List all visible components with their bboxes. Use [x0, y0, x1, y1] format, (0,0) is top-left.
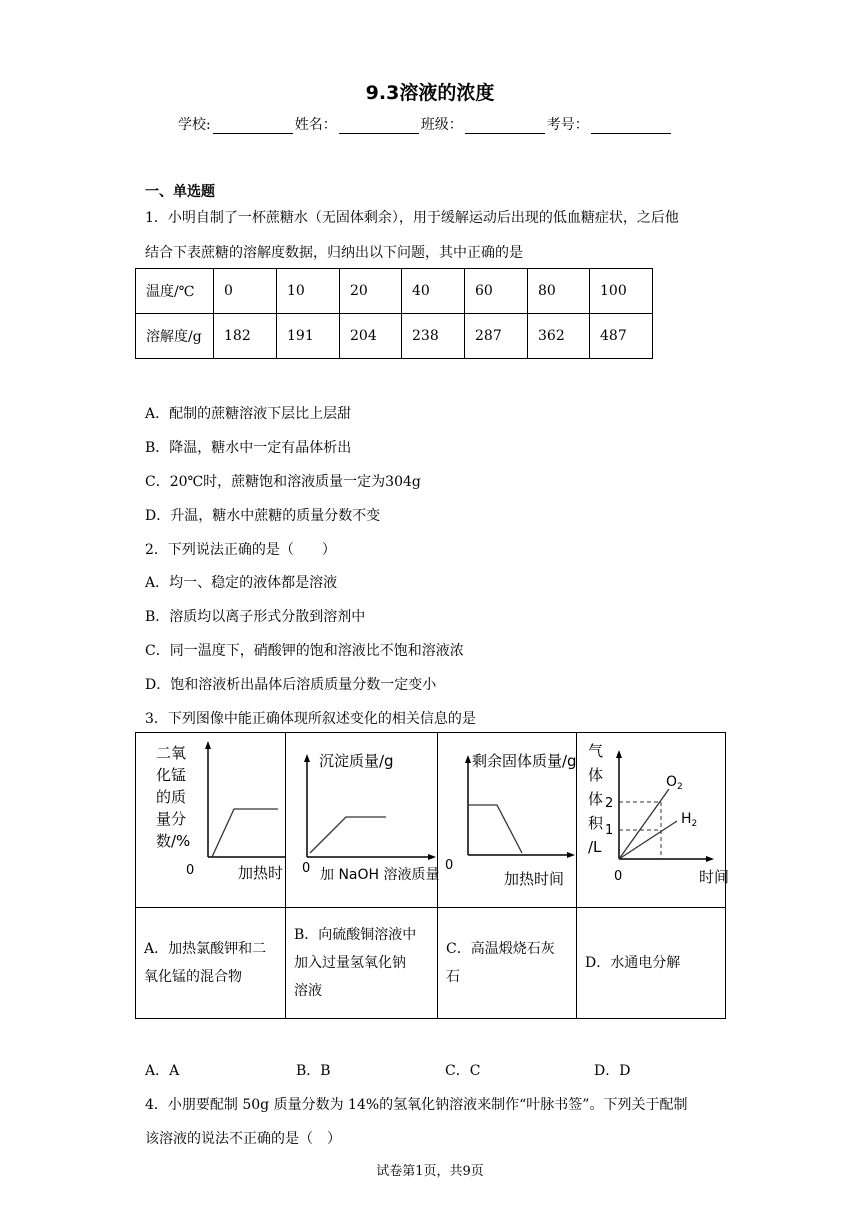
page-footer: 试卷第1页，共9页 [376, 1164, 484, 1179]
caption-c-line1: C．高温煅烧石灰 [446, 941, 555, 957]
caption-b-line1: B．向硫酸铜溶液中 [294, 927, 417, 943]
caption-a-line2: 氧化锰的混合物 [144, 969, 242, 985]
table-cell: 100 [590, 269, 653, 314]
graph-a-cell [136, 733, 286, 908]
table-row-solubility [136, 314, 653, 359]
q3-option-d: D．D [594, 1063, 631, 1079]
q4-stem-line2: 该溶液的说法不正确的是（ ） [145, 1131, 341, 1147]
graph-a-ylabel: 化锰 [156, 766, 187, 784]
caption-c [438, 908, 577, 1019]
graph-d [577, 733, 730, 903]
graph-d-tick-2: 2 [605, 796, 614, 811]
q4-stem-line1: 4．小朋要配制 50g 质量分数为 14%的氢氧化钠溶液来制作“叶脉书签”。下列关于配制 [145, 1097, 688, 1113]
section-heading: 一、单选题 [145, 184, 215, 200]
graph-a [136, 733, 285, 903]
graph-d-x-arrow [706, 856, 714, 862]
caption-d: D．水通电分解 [577, 908, 726, 1019]
graph-d-ylabel: 气 [588, 742, 604, 760]
graph-c-xlabel: 加热时间 [504, 870, 565, 888]
table-cell: 238 [402, 314, 465, 359]
graph-d-y-arrow [616, 750, 622, 758]
class-blank [465, 119, 545, 134]
graph-c-cell [438, 733, 577, 908]
graph-d-ylabel: 体 [588, 766, 604, 784]
graph-d-ylabel: 积 [588, 814, 604, 832]
graph-d-ylabel: 体 [588, 790, 604, 808]
q3-option-b: B．B [296, 1063, 331, 1079]
q2-option-a: A．均一、稳定的液体都是溶液 [145, 575, 338, 591]
q2-option-d: D．饱和溶液析出晶体后溶质质量分数一定变小 [145, 677, 437, 693]
caption-a-line1: A．加热氯酸钾和二 [144, 941, 267, 957]
table-cell: 40 [402, 269, 465, 314]
table-cell: 204 [340, 314, 402, 359]
q3-option-a: A．A [145, 1063, 180, 1079]
solubility-table [135, 268, 653, 359]
q1-option-a: A．配制的蔗糖溶液下层比上层甜 [145, 406, 352, 422]
graph-a-ylabel: 量分 [156, 810, 187, 828]
graph-d-ylabel: /L [588, 838, 602, 856]
graph-b-curve [310, 817, 386, 853]
graph-a-xlabel: 加热时 [238, 864, 284, 882]
graph-d-h2-label: $H_2$ [681, 811, 698, 829]
graph-b-x-arrow [428, 854, 436, 860]
name-label: 姓名： [294, 117, 337, 133]
graph-b-origin: 0 [302, 861, 311, 876]
table-cell: 溶解度/g [136, 314, 214, 359]
graph-a-ylabel: 二氧 [156, 744, 187, 762]
graph-b [286, 733, 440, 903]
graph-a-y-arrow [205, 741, 211, 749]
graph-b-cell [286, 733, 438, 908]
graph-d-o2-label: $O_2$ [666, 774, 683, 792]
graph-d-cell [577, 733, 730, 908]
graph-b-xlabel: 加 NaOH 溶液质量 [320, 867, 440, 883]
exam-no-blank [591, 119, 671, 134]
page-title: 9.3溶液的浓度 [365, 82, 495, 104]
q2-option-c: C．同一温度下，硝酸钾的饱和溶液比不饱和溶液浓 [145, 643, 464, 659]
caption-b [286, 908, 438, 1019]
graph-c-x-arrow [567, 852, 575, 858]
graph-c-y-arrow [465, 755, 471, 763]
table-cell: 287 [465, 314, 528, 359]
table-cell: 182 [214, 314, 277, 359]
table-cell: 60 [465, 269, 528, 314]
graph-a-curve [212, 809, 278, 857]
table-cell: 温度/℃ [136, 269, 214, 314]
graph-a-origin: 0 [186, 863, 195, 878]
table-cell: 191 [277, 314, 340, 359]
name-blank [339, 119, 419, 134]
captions-row [136, 908, 726, 1019]
q3-option-c: C．C [445, 1063, 481, 1079]
graphs-table [135, 732, 730, 1019]
graphs-row [136, 733, 726, 908]
graph-d-h2-line [619, 821, 677, 859]
table-cell: 20 [340, 269, 402, 314]
graph-c-curve [468, 805, 522, 853]
class-label: 班级： [420, 117, 463, 133]
graph-d-tick-1: 1 [605, 823, 614, 838]
graph-c-origin: 0 [445, 858, 454, 873]
graph-a-ylabel: 数/% [156, 832, 191, 850]
table-cell: 487 [590, 314, 653, 359]
table-cell: 0 [214, 269, 277, 314]
q1-stem-line2: 结合下表蔗糖的溶解度数据，归纳出以下问题，其中正确的是 [145, 245, 523, 261]
graph-b-ylabel: 沉淀质量/g [319, 752, 394, 770]
exam-no-label: 考号： [546, 117, 589, 133]
school-blank [213, 119, 293, 134]
graph-d-xlabel: 时间 [699, 868, 730, 886]
graph-b-y-arrow [304, 754, 310, 762]
table-cell: 80 [528, 269, 590, 314]
table-cell: 10 [277, 269, 340, 314]
caption-a [136, 908, 286, 1019]
graph-a-ylabel: 的质 [156, 788, 187, 806]
caption-c-line2: 石 [446, 969, 460, 985]
q2-stem: 2．下列说法正确的是（ ） [145, 542, 336, 558]
caption-b-line3: 溶液 [294, 983, 322, 999]
graph-c-ylabel: 剩余固体质量/g [472, 752, 577, 770]
student-info-line [178, 114, 673, 134]
graph-c [438, 733, 576, 903]
graph-d-origin: 0 [614, 869, 623, 884]
table-cell: 362 [528, 314, 590, 359]
q2-option-b: B．溶质均以离子形式分散到溶剂中 [145, 609, 366, 625]
q3-stem: 3．下列图像中能正确体现所叙述变化的相关信息的是 [145, 711, 476, 727]
q1-option-d: D．升温，糖水中蔗糖的质量分数不变 [145, 508, 381, 524]
school-label: 学校: [178, 117, 211, 133]
table-row-temperature [136, 269, 653, 314]
q1-stem-line1: 1．小明自制了一杯蔗糖水（无固体剩余），用于缓解运动后出现的低血糖症状，之后他 [145, 210, 679, 226]
q1-option-c: C．20℃时，蔗糖饱和溶液质量一定为304g [145, 474, 421, 490]
q1-option-b: B．降温，糖水中一定有晶体析出 [145, 440, 352, 456]
caption-b-line2: 加入过量氢氧化钠 [294, 955, 406, 971]
